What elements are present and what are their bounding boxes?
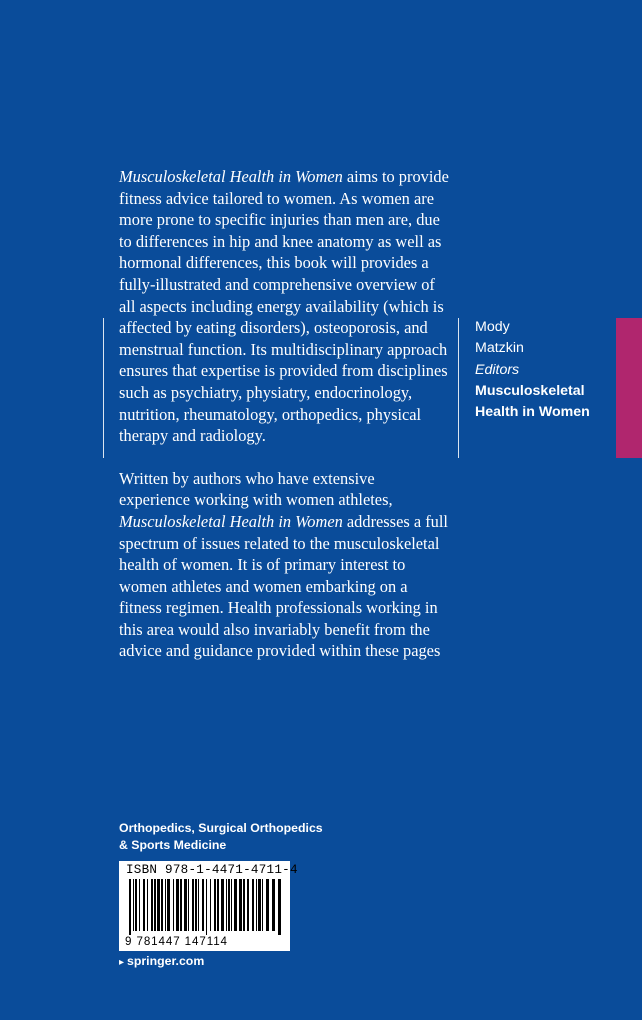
barcode-bar: [176, 879, 179, 931]
barcode-bar: [129, 879, 131, 935]
right-divider-rule: [458, 318, 459, 458]
editors-role-label: Editors: [475, 361, 520, 378]
barcode-bar: [262, 879, 263, 931]
blurb-text: aims to provide fitness advice tailored to women. As women are more prone to specific injuries than men are, due to differences in hip and knee anatomy as well as hormonal differences, this book will provides a fully-illustrated and comprehensive overview of all aspects including energy availability (which is affected by eating disorders), osteoporosis, and menstrual function. Its multidisciplinary approach ensures that expertise is provided from disciplines such as psychiatry, physiatry, endocrinology, nutrition, rheumatology, orthopedics, physical therapy and radiology.: [119, 167, 449, 446]
blurb-paragraph-1: [119, 166, 449, 447]
barcode-bar: [167, 879, 170, 931]
editor-name: Mody: [475, 319, 510, 335]
barcode-bar: [157, 879, 160, 931]
barcode-bar: [147, 879, 148, 931]
left-divider-rule: [103, 318, 104, 458]
barcode-bar: [139, 879, 140, 931]
magenta-accent-bar: [616, 318, 642, 458]
barcode-bar: [151, 879, 153, 931]
barcode-bar: [252, 879, 254, 931]
barcode-bar: [256, 879, 257, 931]
barcode-bar: [202, 879, 204, 931]
barcode-digits: 9 781447 147114: [125, 935, 228, 948]
barcode-bar: [165, 879, 166, 931]
barcode-bar: [161, 879, 163, 931]
barcode-bar: [231, 879, 232, 931]
barcode-bar: [214, 879, 216, 931]
barcode-bar: [188, 879, 189, 931]
barcode-bar: [198, 879, 199, 931]
barcode-bar: [180, 879, 182, 931]
barcode-bar: [258, 879, 261, 931]
barcode-graphic: [125, 879, 285, 935]
barcode-bar: [195, 879, 197, 931]
barcode-bar: [206, 879, 207, 935]
barcode-bar: [272, 879, 275, 931]
publisher-website[interactable]: [119, 954, 204, 968]
barcode-bar: [135, 879, 137, 931]
isbn-label: ISBN 978-1-4471-4711-4: [126, 863, 298, 877]
website-url: springer.com: [127, 954, 205, 968]
book-title-italic: Musculoskeletal Health in Women: [119, 167, 343, 186]
book-title-italic: Musculoskeletal Health in Women: [119, 511, 343, 531]
editor-title-panel: [475, 317, 635, 423]
barcode-bar: [143, 879, 145, 931]
subject-category: [119, 820, 379, 855]
book-title-line: Health in Women: [475, 404, 590, 421]
category-line: Orthopedics, Surgical Orthopedics: [119, 821, 323, 835]
blurb-paragraph-2: [119, 468, 449, 662]
barcode-bar: [266, 879, 269, 931]
barcode-bar: [239, 879, 242, 931]
category-line: & Sports Medicine: [119, 838, 227, 853]
barcode-bar: [226, 879, 227, 931]
barcode-bar: [217, 879, 219, 931]
barcode-bar: [247, 879, 249, 931]
barcode-bar: [228, 879, 230, 931]
isbn-barcode-box: [119, 861, 298, 951]
barcode-bar: [133, 879, 134, 931]
blurb-text: Written by authors who have extensive experience working with women athletes,: [119, 468, 393, 510]
barcode-bar: [243, 879, 245, 931]
barcode-bar: [173, 879, 174, 931]
barcode-bar: [154, 879, 156, 931]
barcode-bar: [210, 879, 211, 931]
barcode-bar: [234, 879, 237, 931]
book-title-line: Musculoskeletal: [475, 382, 585, 399]
barcode-bar: [184, 879, 187, 931]
description-blurb: [119, 166, 449, 662]
barcode-bar: [192, 879, 194, 931]
blurb-text: addresses a full spectrum of issues related to the musculoskeletal health of women. It is of primary interest to women athletes and women embarking on a fitness regimen. Health professionals working in this area would also invariably benefit from the advice and guidance provided within these pages: [119, 511, 448, 661]
triangle-arrow-icon: ▸: [119, 957, 125, 968]
barcode-bar: [221, 879, 224, 931]
barcode-bar: [278, 879, 281, 935]
editor-name: Matzkin: [475, 340, 524, 357]
